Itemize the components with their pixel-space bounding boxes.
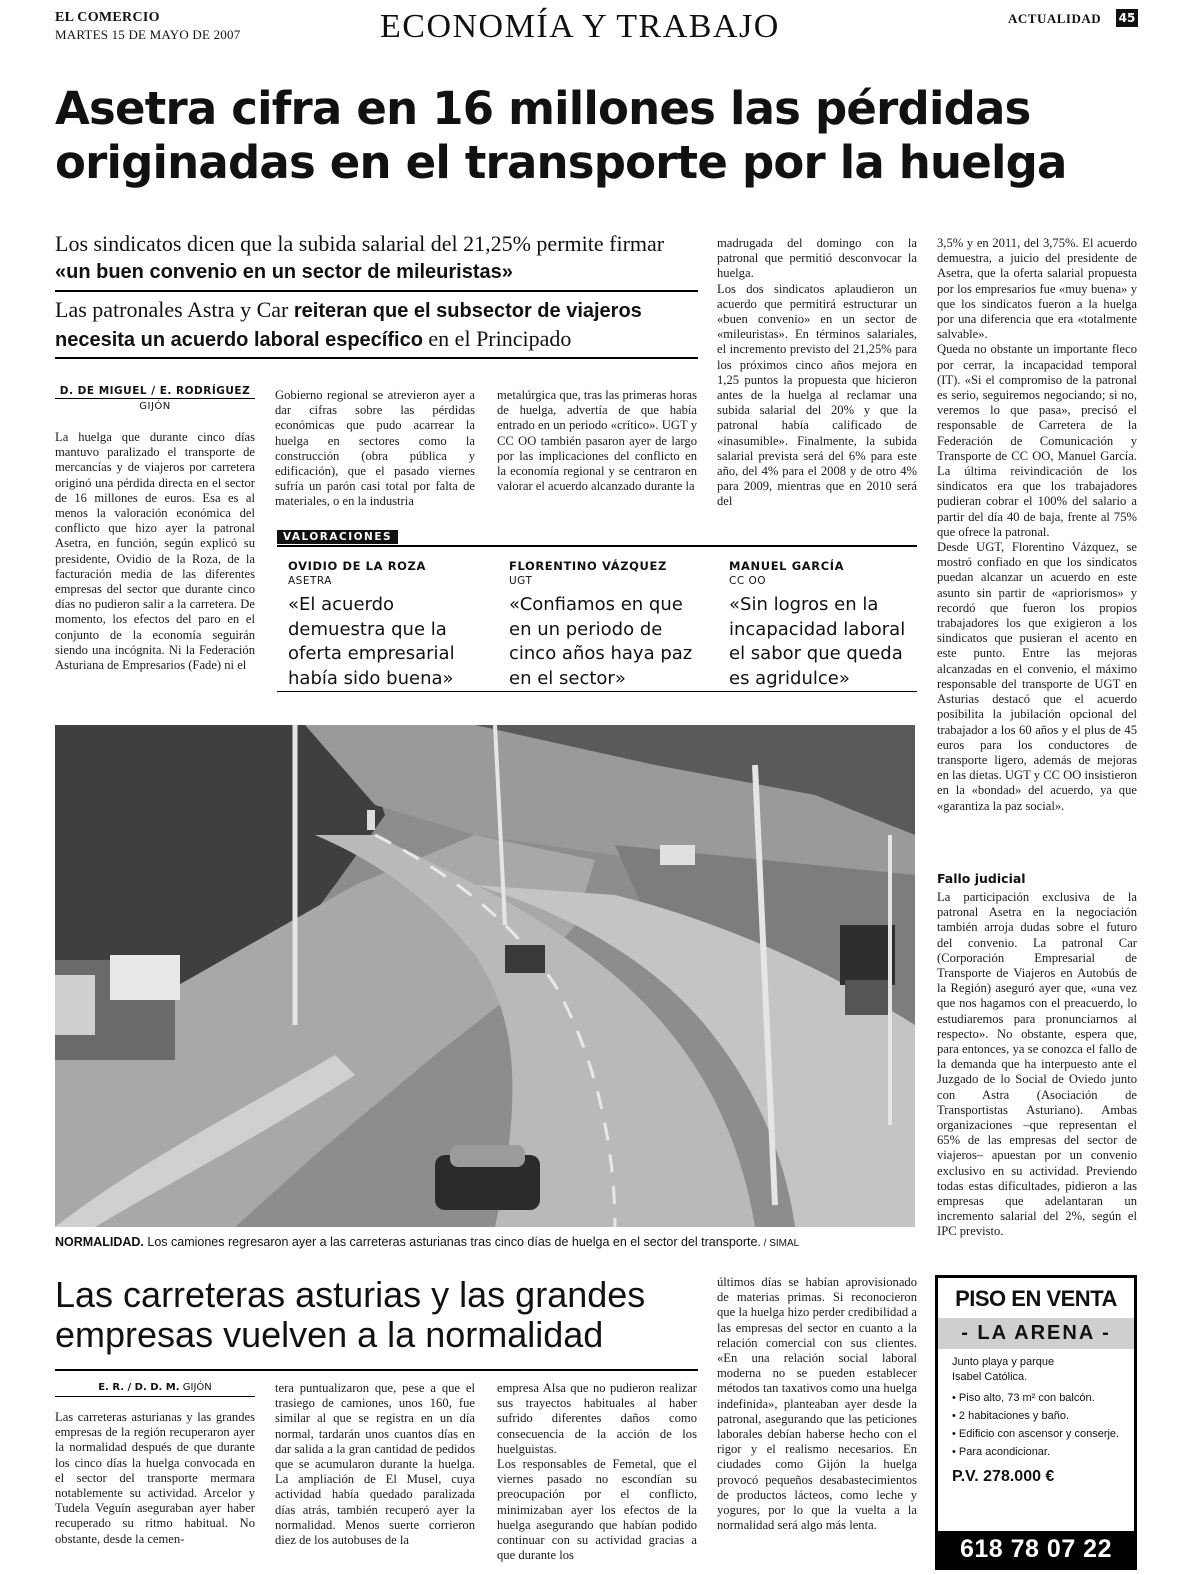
valoracion-org: CC OO (729, 575, 767, 587)
subsection-label: ACTUALIDAD (1008, 11, 1102, 26)
issue-date: MARTES 15 DE MAYO DE 2007 (55, 27, 241, 42)
highway-photo-illustration (55, 725, 915, 1227)
second-col-2: tera puntualizaron que, pese a que el trasiego de camiones, unos 160, fue similar al que se registra en un día normal, tardarán unos cuantos días en dar salida a la gran cantidad de pedidos que se acumularon durante la huelga. La ampliación de El Musel, cuya actividad había quedado paralizada días atrás, también recuperó ayer la normalidad. Menos suerte corrieron diez de los autobuses de la (275, 1381, 475, 1548)
second-col-1: Las carreteras asturianas y las grandes empresas de la región recuperaron ayer la normalidad después de que durante los cinco días la huelga convocada en el sector del transporte mermara notablemente su actividad. Arcelor y Tudela Veguín aseguraban ayer haber recuperado su ritmo habitual. No obstante, desde la cemen- (55, 1410, 255, 1546)
deck-2-bold: reiteran que el subsector de viajeros necesita un acuerdo laboral específico (55, 300, 642, 351)
article-col-4: madrugada del domingo con la patronal que permitió desconvocar la huelga. Los dos sindicatos aplaudieron un acuerdo que permitirá estructurar un «buen convenio» en un sector de «mileuristas». En términos salariales, el incremento previsto del 21,25% para los próximos cinco años mejora en 1,25 puntos la propuesta que hicieron antes de la huelga al reclamar una subida salarial del 20% y que la patronal había calificado de «inasumible». Finalmente, la subida salarial prevista será del 6% para este año, del 4% para el 2008 y de otro 4% para 2009, mientras que en 2010 será del (717, 236, 917, 509)
article-col-1: La huelga que durante cinco días mantuvo paralizado el transporte de mercancías y de viajeros por carretera originó una pérdida directa en el sector de 16 millones de euros. Esa es al menos la valoración económica del conflicto que hizo ayer la patronal Asetra, en función, según explicó su presidente, Ovidio de la Roza, de la facturación media de las diferentes empresas del sector que durante cinco días no pudieron salir a la carretera. De momento, los efectos del paro en el conjunto de la economía seguirán siendo una incógnita. Ni la Federación Asturiana de Empresarios (Fade) ni el (55, 430, 255, 673)
byline: D. DE MIGUEL / E. RODRÍGUEZ (59, 385, 251, 397)
ad-price: P.V. 278.000 € (952, 1468, 1055, 1485)
subhead-fallo-judicial: Fallo judicial (937, 871, 1026, 886)
second-headline-rule (55, 1369, 698, 1371)
deck-2-plain-a: Las patronales Astra y Car (55, 297, 294, 322)
deck-2-plain-b: en el Principado (422, 326, 572, 351)
valoracion-quote: «Sin logros en la incapacidad laboral el sabor que queda es agridulce» (729, 594, 906, 689)
deck-divider (55, 290, 698, 292)
second-byline-rule (55, 1396, 255, 1397)
deck-1 (55, 230, 705, 286)
paper-name: EL COMERCIO (55, 10, 160, 25)
ad-line-2: Isabel Católica. (952, 1371, 1028, 1383)
valoracion-3 (729, 559, 919, 691)
byline-rule (55, 398, 255, 399)
second-headline: Las carreteras asturias y las grandes empresas vuelven a la normalidad (55, 1274, 646, 1355)
valoracion-name: FLORENTINO VÁZQUEZ (509, 559, 667, 573)
valoracion-name: OVIDIO DE LA ROZA (288, 559, 426, 573)
photo-caption-lead: NORMALIDAD. (55, 1235, 144, 1249)
second-col-4: últimos días se habían aprovisionado de materias primas. Si reconocieron que la huelga hizo perder credibilidad a las empresas del sector en cuanto a la relación comercial con sus clientes. «En una relación social laboral moderna no se pueden establecer métodos tan taxativos como una huelga indefinida», planteaban ayer desde la patronal, asegurando que las peticiones laborales debían haberse hecho con el rigor y el realismo necesarios. En ciudades como Gijón la huelga provocó pequeños desabastecimientos de productos lácteos, como leche y yogures, por lo que la vuelta a la normalidad será algo más lenta. (717, 1275, 917, 1533)
deck-1-plain: Los sindicatos dicen que la subida salarial del 21,25% permite firmar (55, 231, 665, 256)
valoracion-quote: «El acuerdo demuestra que la oferta empresarial había sido buena» (288, 594, 455, 689)
classified-ad (935, 1275, 1137, 1570)
article-col-5b: La participación exclusiva de la patronal Asetra en la negociación también arroja dudas sobre el futuro del convenio. La patronal Car (Corporación Empresarial de Transporte de Viajeros en Autobús de la Región) aseguró ayer que, «una vez que nos hagamos con el preacuerdo, lo estudiaremos para pronunciarnos al respecto». No obstante, espera que, para entonces, ya se conozca el fallo de la demanda que ha interpuesto ante el Juzgado de lo Social de Oviedo junto con Astra (Asociación de Transportistas Asturiano). Ambas organizaciones –que representan el 65% de las empresas del sector de viajeros– apuestan por un convenio exclusivo en su actividad. Previendo todas estas dificultades, pidieron a las empresas que adelantaran un incremento salarial del 2%, según el IPC previsto. (937, 890, 1137, 1239)
second-byline-location: GIJÓN (179, 1382, 212, 1393)
ad-bullet-text: Para acondicionar. (958, 1446, 1051, 1458)
valoracion-org: ASETRA (288, 575, 332, 587)
deck-bottom-rule (55, 357, 698, 359)
ad-bullet-text: Piso alto, 73 m² con balcón. (958, 1392, 1095, 1404)
valoracion-2 (509, 559, 709, 691)
ad-body (938, 1349, 1134, 1486)
valoracion-org: UGT (509, 575, 533, 587)
ad-bullet: • Edificio con ascensor y conserje. (952, 1428, 1120, 1440)
highway-photo (55, 725, 915, 1227)
valoraciones-label: VALORACIONES (277, 530, 398, 544)
byline-location: GIJÓN (139, 401, 171, 412)
deck-2 (55, 296, 705, 354)
article-col-5: 3,5% y en 2011, del 3,75%. El acuerdo demuestra, a juicio del presidente de Asetra, que la oferta salarial propuesta por los empresarios fue «muy buena» y que los sindicatos fueron a la huelga por una diferencia que era «totalmente salvable». Queda no obstante un importante fleco por cerrar, la incapacidad temporal (IT). «Si el compromiso de la patronal es serio, seguiremos negociando; si no, veremos lo que pasa», precisó el responsable de Carretera de la Federación de Comunicación y Transporte de CC OO, Manuel García. La última reivindicación de los sindicatos era que los trabajadores pudieran cobrar el 100% del salario a partir del día 40 de baja, frente al 75% que ofrece la patronal. Desde UGT, Florentino Vázquez, se mostró confiado en que los sindicatos puedan alcanzar un acuerdo en este asunto sin partir de «apriorismos» y recordó que fueron los propios trabajadores los que exigieron a los sindicatos que pusieran el acento en este punto. Entre las mejoras alcanzadas en el convenio, el máximo responsable del transporte de UGT en Asturias destacó que el acuerdo posibilita la jubilación opcional del trabajador a los 60 años y el plus de 45 euros para los conductores de transporte ligero, además de mejoras en las dietas. UGT y CC OO insistieron en la «bondad» del acuerdo, ya que «garantiza la paz social». (937, 236, 1137, 813)
ad-bullet-text: Edificio con ascensor y conserje. (958, 1428, 1120, 1440)
article-col-3: metalúrgica que, tras las primeras horas de huelga, advertía de que había entrado en un periodo «crítico». UGT y CC OO también pasaron ayer de largo por las implicaciones del conflicto en la economía regional y se centraron en valorar el acuerdo alcanzado durante la (497, 388, 697, 494)
second-byline (55, 1382, 255, 1393)
ad-title: PISO EN VENTA (955, 1286, 1117, 1311)
valoracion-quote: «Confiamos en que en un periodo de cinco años haya paz en el sector» (509, 594, 693, 689)
second-col-3: empresa Alsa que no pudieron realizar sus trayectos habituales al haber sufrido diferentes daños como consecuencia de la acción de los huelguistas. Los responsables de Femetal, que el viernes pasado no escondían su preocupación por el conflicto, minimizaban ayer los efectos de la huelga asegurando que habían podido continuar con su actividad gracias a que durante los (497, 1381, 697, 1563)
photo-caption-text: Los camiones regresaron ayer a las carreteras asturianas tras cinco días de huelga en el sector del transporte. (143, 1235, 761, 1249)
ad-bullet-text: 2 habitaciones y baño. (958, 1410, 1070, 1422)
ad-bullet: • Piso alto, 73 m² con balcón. (952, 1392, 1095, 1404)
ad-bullet: • 2 habitaciones y baño. (952, 1410, 1070, 1422)
ad-line-1: Junto playa y parque (952, 1356, 1055, 1368)
article-col-2: Gobierno regional se atrevieron ayer a dar cifras sobre las pérdidas económicas que pudo acarrear la huelga en sectores como la construcción (obra pública y edificación), que el pasado viernes sufría un parón casi total por falta de materiales, o en la industria (275, 388, 475, 509)
valoracion-name: MANUEL GARCÍA (729, 559, 845, 573)
deck-1-bold: «un buen convenio en un sector de mileuristas» (55, 261, 513, 283)
main-headline: Asetra cifra en 16 millones las pérdidas originadas en el transporte por la huelga (55, 82, 1067, 189)
section-title: ECONOMÍA Y TRABAJO (380, 8, 780, 45)
second-byline-authors: E. R. / D. D. M. (98, 1382, 180, 1393)
photo-caption (55, 1235, 915, 1249)
ad-place: - LA ARENA - (938, 1318, 1134, 1349)
ad-bullet: • Para acondicionar. (952, 1446, 1051, 1458)
ad-phone: 618 78 07 22 (938, 1531, 1134, 1567)
valoracion-1 (288, 559, 488, 691)
valoraciones-bottom-rule (277, 691, 917, 692)
valoraciones-top-rule (277, 545, 917, 547)
photo-credit: / SIMAL (760, 1238, 800, 1249)
page-number: 45 (1116, 9, 1138, 27)
